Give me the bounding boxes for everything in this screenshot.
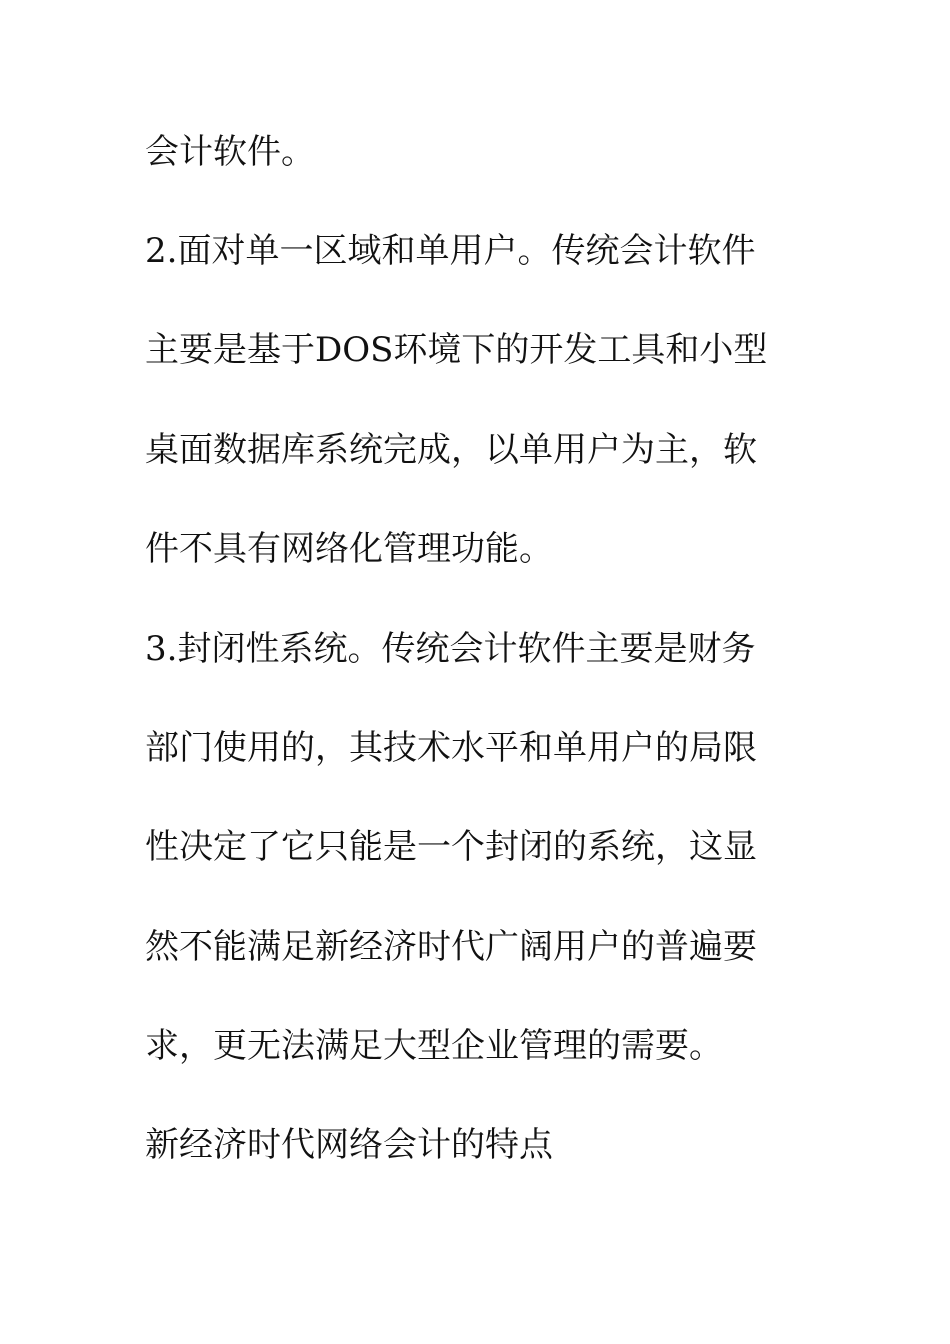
- text-line: 会计软件。: [145, 132, 315, 172]
- text-line: 求，更无法满足大型企业管理的需要。: [145, 1026, 723, 1066]
- text-line: 主要是基于DOS环境下的开发工具和小型: [145, 330, 768, 370]
- text-line: 2.面对单一区域和单用户。传统会计软件: [145, 231, 756, 271]
- text-line: 桌面数据库系统完成，以单用户为主，软: [145, 430, 757, 470]
- text-line: 性决定了它只能是一个封闭的系统，这显: [145, 827, 757, 867]
- text-line: 3.封闭性系统。传统会计软件主要是财务: [145, 629, 756, 669]
- section-heading: 新经济时代网络会计的特点: [145, 1125, 553, 1165]
- text-line: 然不能满足新经济时代广阔用户的普遍要: [145, 927, 757, 967]
- text-line: 件不具有网络化管理功能。: [145, 529, 553, 569]
- text-line: 部门使用的，其技术水平和单用户的局限: [145, 728, 757, 768]
